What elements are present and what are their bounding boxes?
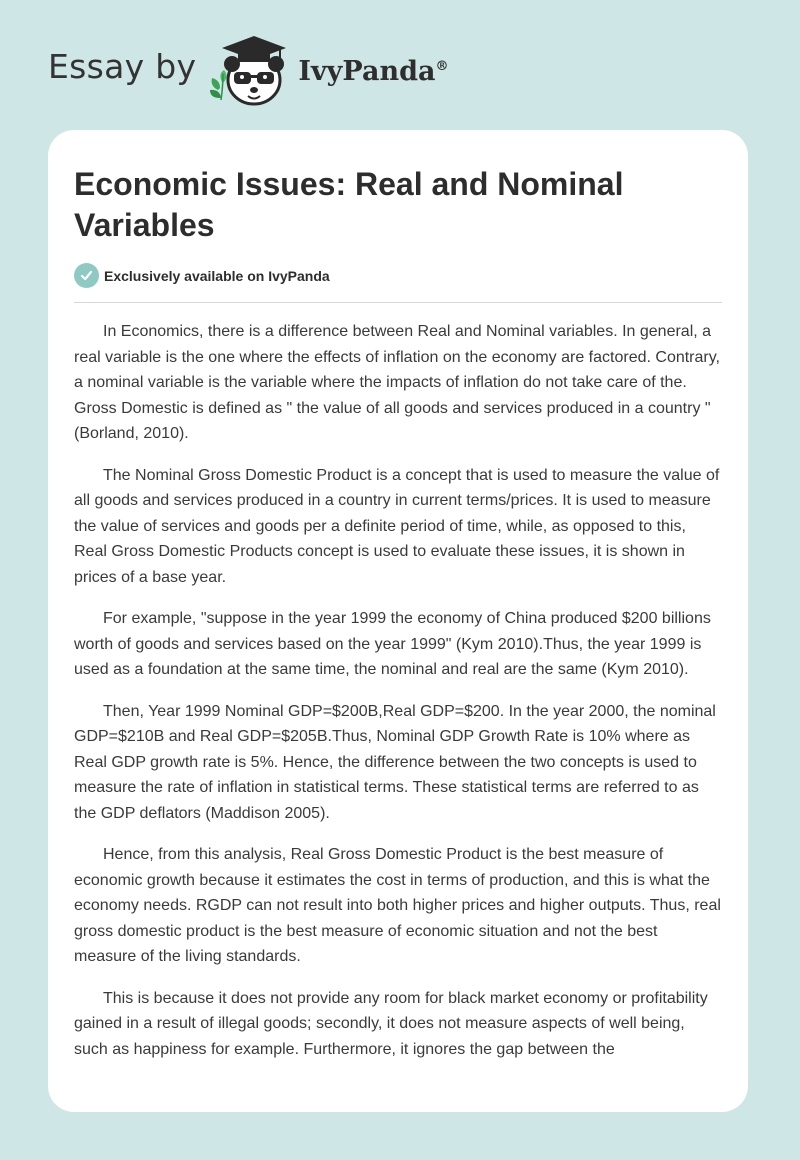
page-title: Economic Issues: Real and Nominal Variables (74, 166, 624, 243)
paragraph: Then, Year 1999 Nominal GDP=$200B,Real GDP=$200. In the year 2000, the nominal GDP=$210B and Real GDP=$205B.Thus, Nominal GDP Growth Rate is 10% where as Real GDP growth rate is 5%. Hence, the difference between the two concepts is used to measure the rate of inflation in statistical terms. These statistical terms are referred to as the GDP deflators (Maddison 2005). (74, 702, 716, 822)
essay-card (48, 130, 748, 1112)
brand-prefix: Essay by (48, 46, 197, 86)
exclusive-badge-text: Exclusively available on IvyPanda (104, 267, 330, 284)
ivy-leaf-icon (210, 70, 227, 100)
brand-name[interactable]: IvyPanda® (298, 55, 449, 87)
registered-mark: ® (435, 58, 449, 74)
paragraph: In Economics, there is a difference between Real and Nominal variables. In general, a real variable is the one where the effects of inflation on the economy are factored. Contrary, a nominal variable is the variable where the impacts of inflation do not take care of the. Gross Domestic is defined as " the value of all goods and services produced in a country " (Borland, 2010). (74, 323, 720, 442)
essay-body (74, 319, 722, 1078)
paragraph: This is because it does not provide any room for black market economy or profitability gained in a result of illegal goods; secondly, it does not measure aspects of well being, such as happiness for example. Furthermore, it ignores the gap between the (74, 989, 708, 1058)
exclusive-badge (74, 263, 330, 288)
site-header (48, 30, 448, 110)
check-icon (74, 263, 99, 288)
paragraph: For example, "suppose in the year 1999 the economy of China produced $200 billions worth of goods and services based on the year 1999" (Kym 2010).Thus, the year 1999 is used as a foundation at the same time, the nominal and real are the same (Kym 2010). (74, 610, 711, 678)
panda-logo-icon[interactable] (208, 30, 294, 110)
paragraph: Hence, from this analysis, Real Gross Domestic Product is the best measure of economic growth because it estimates the cost in terms of production, and this is what the economy needs. RGDP can not result into both higher prices and higher outputs. Thus, real gross domestic product is the best measure of economic situation and not the best measure of the living standards. (74, 846, 721, 965)
divider (74, 302, 722, 303)
paragraph: The Nominal Gross Domestic Product is a concept that is used to measure the value of all goods and services produced in a country in current terms/prices. It is used to measure the value of services and goods per a definite period of time, while, as opposed to this, Real Gross Domestic Products concept is used to evaluate these issues, it is shown in prices of a base year. (74, 466, 720, 586)
